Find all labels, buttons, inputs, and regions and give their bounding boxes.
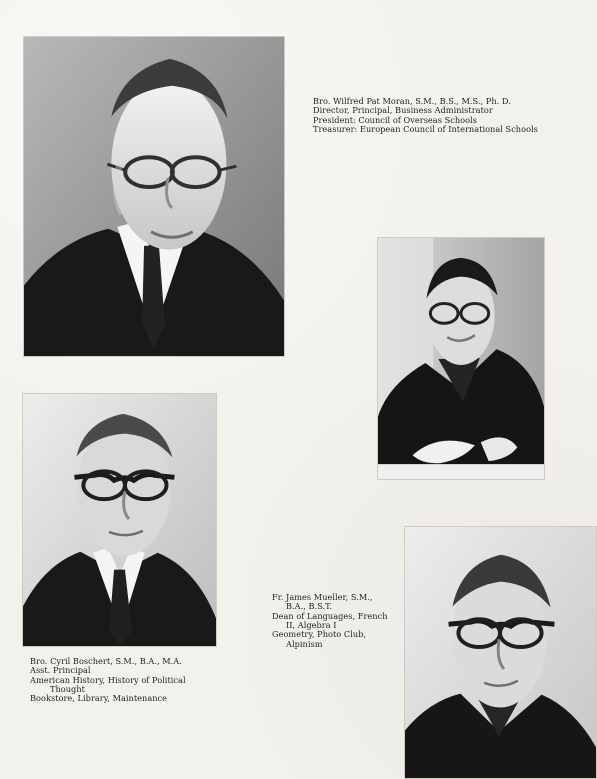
portrait-director-photo — [23, 36, 285, 357]
portrait-priest-seated-photo — [377, 237, 545, 480]
caption-line: Asst. Principal — [30, 665, 91, 676]
portrait-dean-of-languages-photo — [404, 526, 597, 779]
assistant-principal-caption — [30, 657, 186, 704]
portrait-director-illustration — [24, 37, 284, 356]
caption-line: Fr. James Mueller, S.M., — [272, 592, 373, 602]
caption-line: II, Algebra I — [286, 620, 337, 631]
caption-line: B.A., B.S.T. — [286, 601, 333, 612]
caption-line: Bookstore, Library, Maintenance — [30, 693, 168, 704]
caption-line: Geometry, Photo Club, — [272, 629, 367, 640]
portrait-assistant-principal-illustration — [23, 394, 216, 646]
director-caption — [313, 97, 538, 134]
portrait-priest-seated-illustration — [378, 238, 544, 479]
caption-line: Alpinism — [286, 638, 323, 649]
portrait-dean-of-languages-illustration — [405, 527, 596, 778]
caption-line: Bro. Wilfred Pat Moran, S.M., B.S., M.S., Ph. D. — [313, 96, 511, 106]
caption-line: President: Council of Overseas Schools — [313, 114, 477, 125]
caption-line: Treasurer: European Council of International Schools — [313, 124, 538, 135]
dean-of-languages-caption — [272, 593, 388, 649]
caption-line: Dean of Languages, French — [272, 610, 388, 621]
caption-line: American History, History of Political — [30, 674, 186, 685]
caption-line: Bro. Cyril Boschert, S.M., B.A., M.A. — [30, 656, 182, 666]
caption-line: Director, Principal, Business Administrator — [313, 105, 493, 116]
portrait-assistant-principal-photo — [22, 393, 217, 647]
caption-line: Thought — [50, 684, 85, 695]
